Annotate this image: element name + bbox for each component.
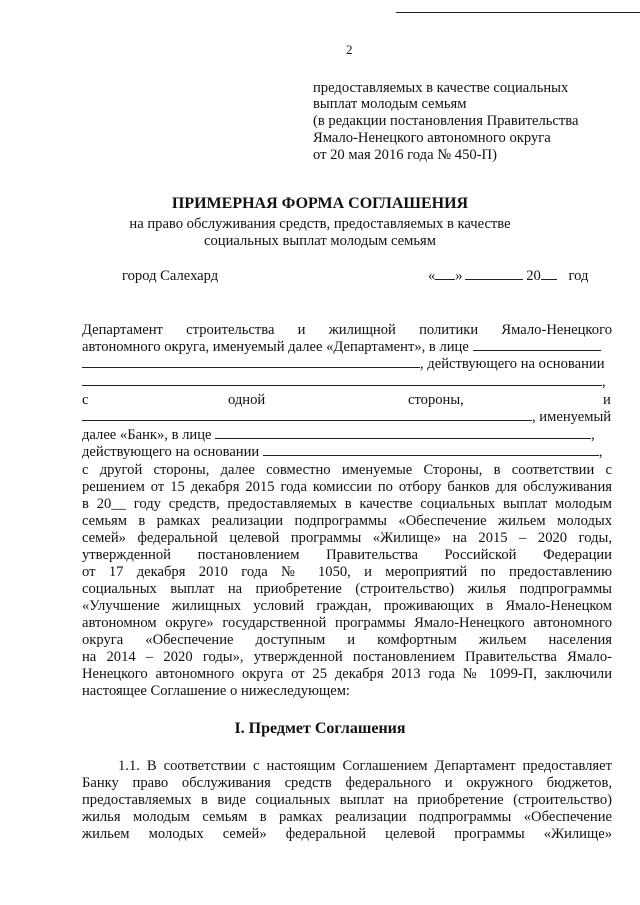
parties-text: , действующего на основании <box>420 356 605 372</box>
parties-line <box>82 444 603 460</box>
day-blank <box>435 268 455 280</box>
year-prefix: 20 <box>526 268 541 284</box>
body-line: семьям в рамках реализации подпрограммы «Обеспечение жильем молодых <box>82 513 612 529</box>
bank-basis-blank <box>263 444 599 456</box>
date-field <box>428 268 588 284</box>
parties-line-side: стороны, <box>408 392 464 408</box>
header-line: от 20 мая 2016 года № 450-П) <box>313 147 497 163</box>
document-subtitle: социальных выплат молодым семьям <box>204 233 436 249</box>
bank-representative-blank <box>215 427 591 439</box>
parties-text: далее «Банк», в лице <box>82 427 212 443</box>
year-blank <box>541 268 557 280</box>
parties-line: Департамент строительства и жилищной политики Ямало-Ненецкого <box>82 322 612 338</box>
body-line: Ненецкого автономного округа от 25 декабря 2013 года № 1099-П, заключили <box>82 666 612 682</box>
body-line: от 17 декабря 2010 года № 1050, и мероприятий по предоставлению <box>82 564 612 580</box>
body-line: решением от 15 декабря 2015 года комиссии по отбору банков для обслуживания <box>82 479 612 495</box>
section-heading: I. Предмет Соглашения <box>234 720 406 737</box>
parties-line-and: и <box>603 392 611 408</box>
parties-text: , <box>598 444 603 460</box>
section-line: жильем молодых семей» федеральной целевой программы «Жилище» <box>82 826 612 842</box>
header-line: Ямало-Ненецкого автономного округа <box>313 130 551 146</box>
header-line: выплат молодым семьям <box>313 96 467 112</box>
body-line: в 20__ году средств, предоставляемых в качестве социальных выплат молодым <box>82 496 612 512</box>
parties-line <box>82 409 611 425</box>
section-line: предоставляемых в виде социальных выплат на приобретение (строительство) <box>82 792 612 808</box>
body-line: семей» федеральной целевой программы «Жилище» на 2015 – 2020 годы, <box>82 530 612 546</box>
place-of-signing: город Салехард <box>122 268 219 284</box>
parties-line <box>82 339 601 355</box>
parties-text: , <box>591 427 595 443</box>
page-number: 2 <box>346 42 353 57</box>
document-title: ПРИМЕРНАЯ ФОРМА СОГЛАШЕНИЯ <box>171 195 469 212</box>
year-word: год <box>568 268 589 284</box>
body-line: настоящее Соглашение о нижеследующем: <box>82 683 350 699</box>
parties-line-s: с <box>82 392 89 408</box>
basis-blank <box>82 374 602 386</box>
document-subtitle: на право обслуживания средств, предоставляемых в качестве <box>129 216 511 232</box>
section-line: 1.1. В соответствии с настоящим Соглашением Департамент предоставляет <box>118 758 612 774</box>
body-line: утвержденной постановлением Правительства Российской Федерации <box>82 547 612 563</box>
parties-text: , именуемый <box>532 409 612 425</box>
header-line: предоставляемых в качестве социальных <box>313 80 569 96</box>
parties-line <box>82 356 605 372</box>
section-line: Банку право обслуживания средств федерального и окружного бюджетов, <box>82 775 612 791</box>
parties-line-one: одной <box>228 392 266 408</box>
body-line: автономном округе» государственной программы Ямало-Ненецкого автономного <box>82 615 612 631</box>
date-quote-close: » <box>455 268 463 284</box>
parties-line <box>82 374 606 390</box>
body-line: на 2014 – 2020 годы», утвержденной постановлением Правительства Ямало- <box>82 649 612 665</box>
body-line: социальных выплат на приобретение (строительство) жилья подпрограммы <box>82 581 612 597</box>
month-blank <box>465 268 523 280</box>
parties-line <box>82 427 595 443</box>
section-line: жилья молодым семьям в рамках реализации подпрограммы «Обеспечение <box>82 809 612 825</box>
header-line: (в редакции постановления Правительства <box>313 113 579 129</box>
date-quote-open: « <box>428 268 436 284</box>
representative-blank <box>82 356 420 368</box>
bank-name-blank <box>82 409 532 421</box>
body-line: «Улучшение жилищных условий граждан, проживающих в Ямало-Ненецком <box>82 598 612 614</box>
parties-text: автономного округа, именуемый далее «Департамент», в лице <box>82 339 469 355</box>
parties-text: действующего на основании <box>82 444 260 460</box>
body-line: с другой стороны, далее совместно именуемые Стороны, в соответствии с <box>82 462 612 478</box>
top-rule <box>396 12 640 13</box>
body-line: округа «Обеспечение доступным и комфортным жильем населения <box>82 632 612 648</box>
parties-text: , <box>602 374 606 390</box>
representative-blank <box>473 339 601 351</box>
